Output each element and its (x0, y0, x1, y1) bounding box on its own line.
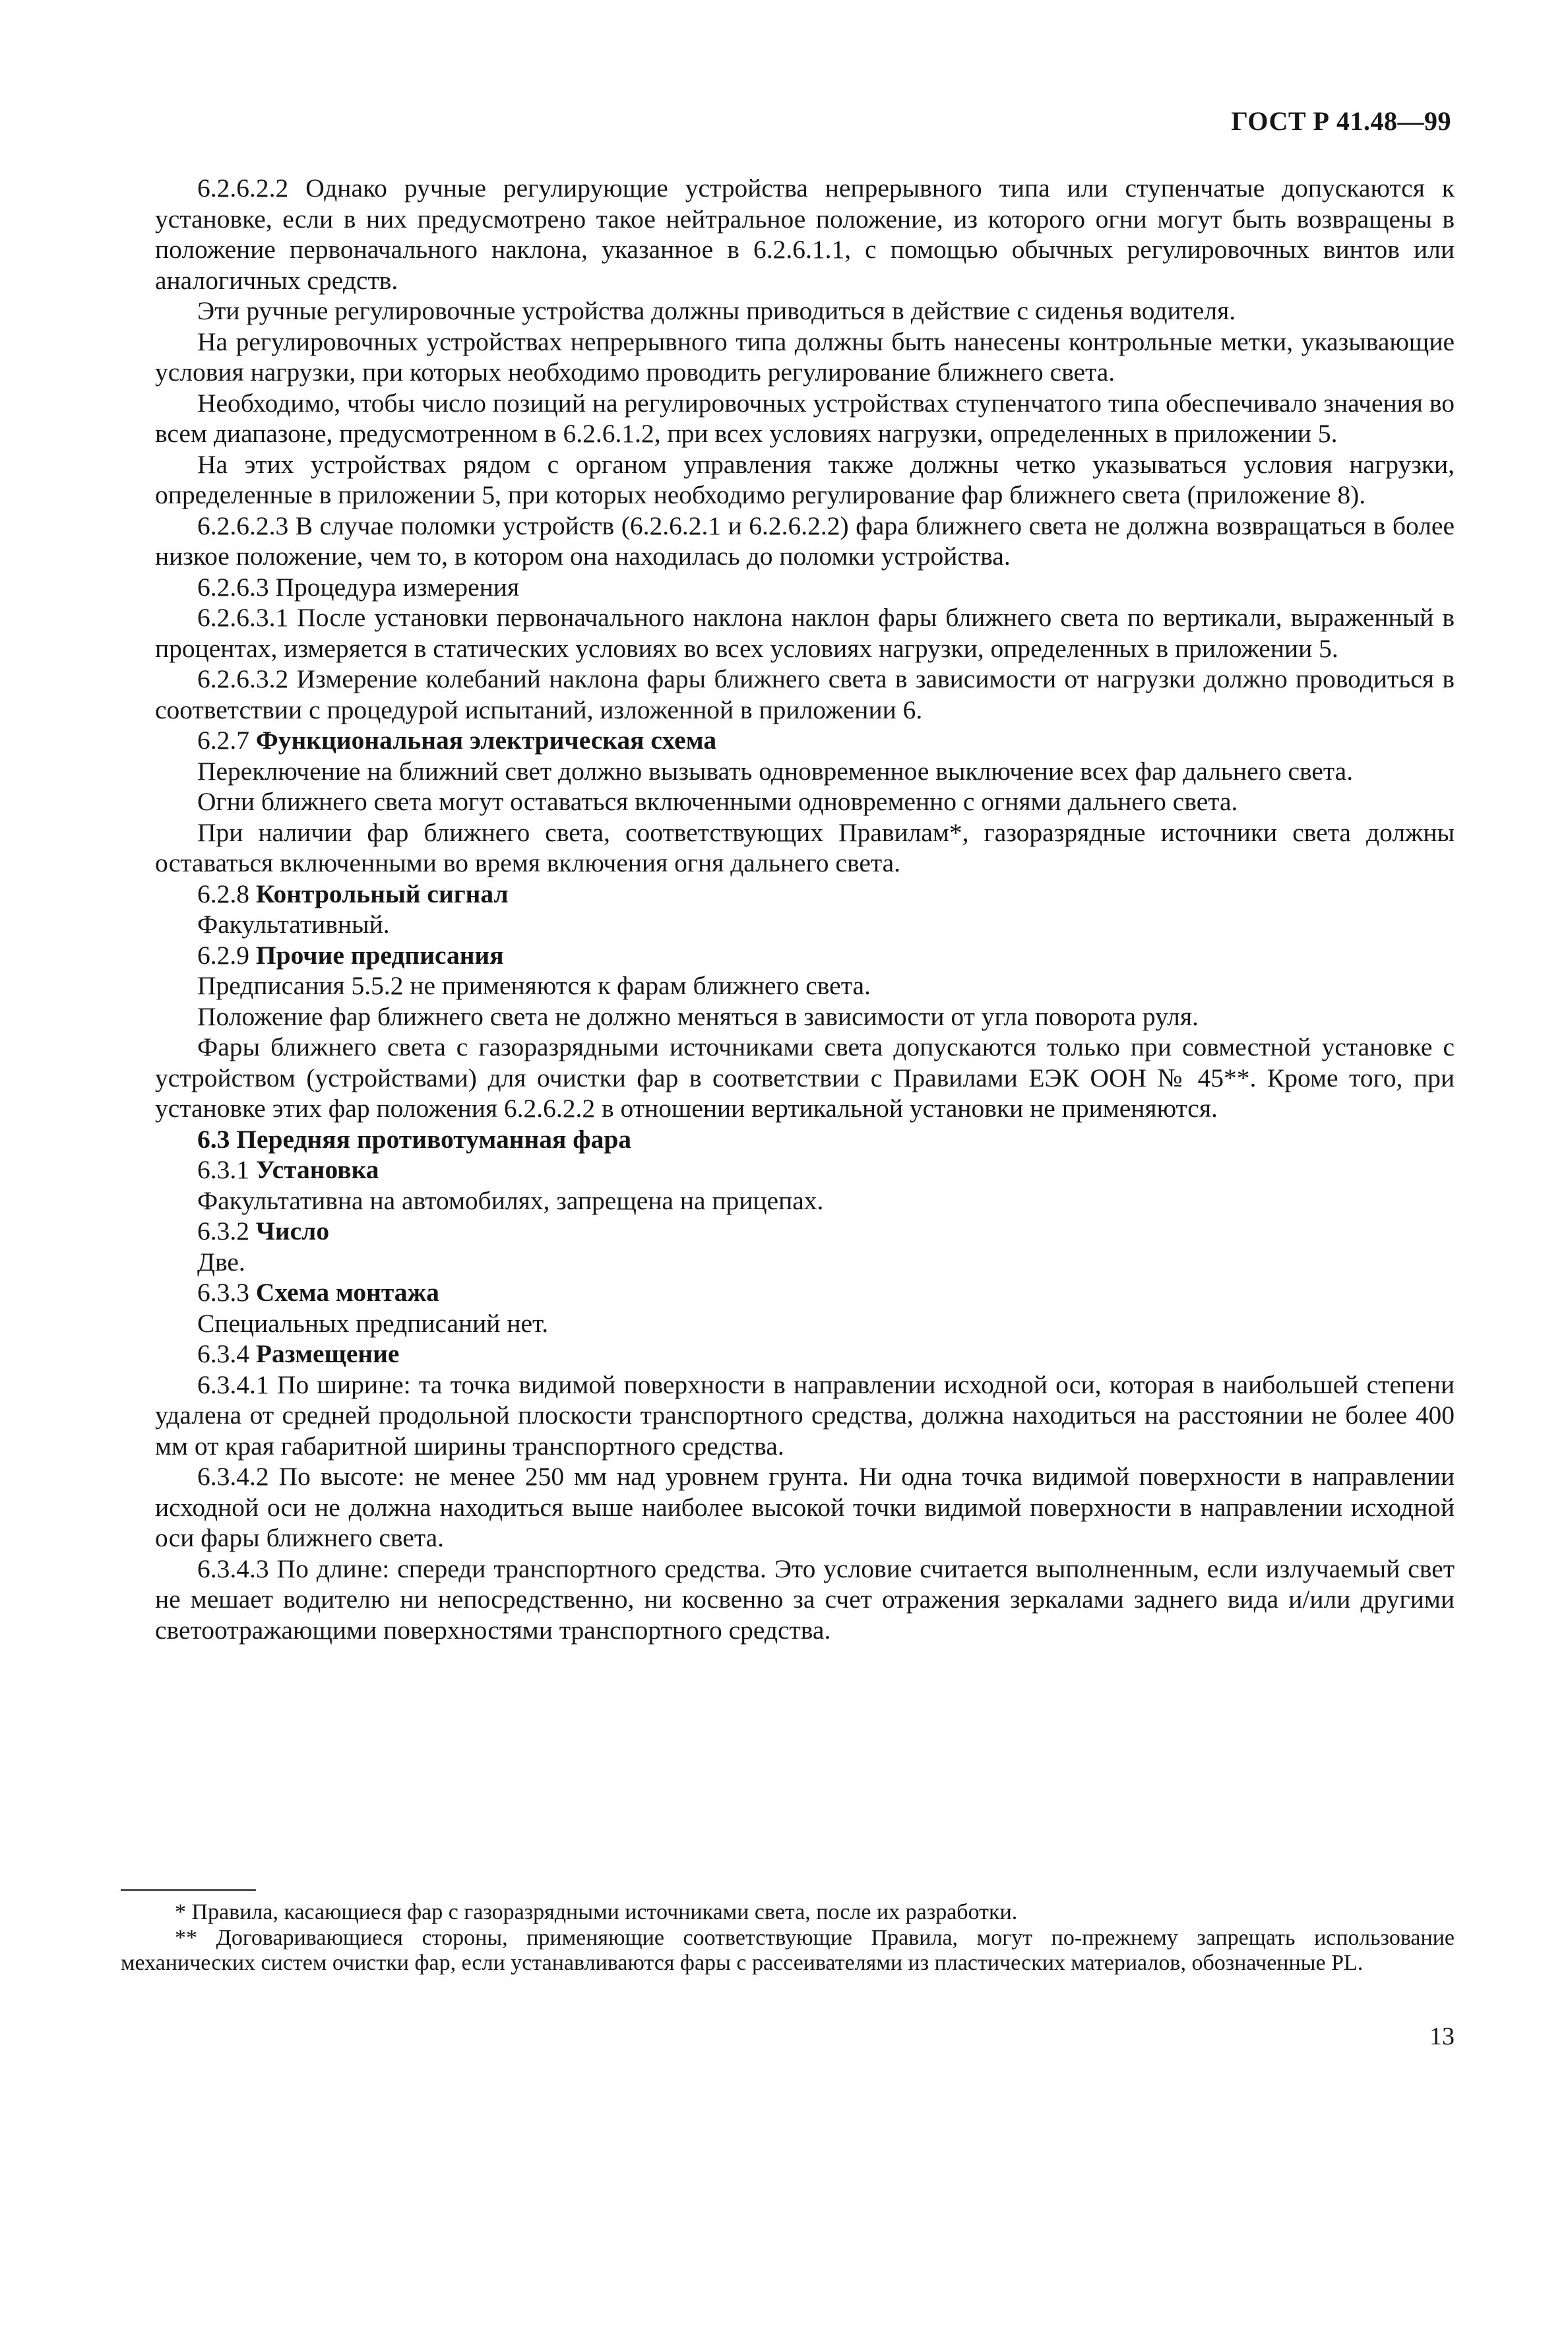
heading-title: Размещение (255, 1339, 400, 1368)
section-heading (155, 1154, 1455, 1185)
section-heading (155, 1216, 1455, 1247)
section-heading (155, 1339, 1455, 1370)
section-heading (155, 1277, 1455, 1308)
paragraph: 6.2.6.3 Процедура измерения (197, 572, 520, 602)
section-heading: 6.3 Передняя противотуманная фара (197, 1124, 632, 1154)
paragraph: Две. (197, 1247, 245, 1277)
paragraph: Предписания 5.5.2 не применяются к фарам ближнего света. (197, 971, 871, 1000)
paragraph: Факультативный. (197, 910, 390, 939)
heading-title: Контрольный сигнал (255, 879, 509, 908)
clause-number: 6.2.6.3 (197, 572, 269, 602)
clause-number: 6.3.1 (197, 1155, 249, 1184)
paragraph: 6.3.4.2 По высоте: не менее 250 мм над уровнем грунта. Ни одна точка видимой поверхности в направлении исходной оси не должна находиться выше наиболее высокой точки видимой поверхности в направлении исходной оси фары ближнего света. (155, 1462, 1455, 1552)
footnote: * Правила, касающиеся фар с газоразрядными источниками света, после их разработки. (175, 1900, 1018, 1924)
clause-number: 6.3.4.2 (197, 1462, 269, 1491)
clause-number: 6.2.7 (197, 726, 249, 755)
footnote: ** Договаривающиеся стороны, применяющие соответствующие Правила, могут по-прежнему запрещать использование механических систем очистки фар, если устанавливаются фары с рассеивателями из пластических материалов, обозначенные PL. (121, 1925, 1455, 1975)
paragraph: 6.3.4.1 По ширине: та точка видимой поверхности в направлении исходной оси, которая в наибольшей степени удалена от средней продольной плоскости транспортного средства, должна находиться на расстоянии не более 400 мм от края габаритной ширины транспортного средства. (155, 1370, 1455, 1461)
paragraph: 6.2.6.2.3 В случае поломки устройств (6.2.6.2.1 и 6.2.6.2.2) фара ближнего света не должна возвращаться в более низкое положение, чем то, в котором она находилась до поломки устройства. (155, 511, 1455, 571)
paragraph: 6.2.6.3.2 Измерение колебаний наклона фары ближнего света в зависимости от нагрузки должно проводиться в соответствии с процедурой испытаний, изложенной в приложении 6. (155, 664, 1455, 724)
section-heading (155, 940, 1455, 971)
clause-number: 6.3.4 (197, 1339, 249, 1368)
paragraph: Огни ближнего света могут оставаться включенными одновременно с огнями дальнего света. (197, 787, 1238, 816)
heading-title: Прочие предписания (255, 940, 504, 970)
paragraph: 6.3.4.3 По длине: спереди транспортного средства. Это условие считается выполненным, если излучаемый свет не мешает водителю ни непосредственно, ни косвенно за счет отражения зеркалами заднего вида и/или другими светоотражающими поверхностями транспортного средства. (155, 1554, 1455, 1645)
clause-number: 6.2.6.2.3 (197, 511, 289, 540)
clause-number: 6.2.9 (197, 940, 249, 970)
paragraph: Факультативна на автомобилях, запрещена на прицепах. (197, 1185, 824, 1215)
paragraph: Необходимо, чтобы число позиций на регулировочных устройствах ступенчатого типа обеспечивало значения во всем диапазоне, предусмотренном в 6.2.6.1.2, при всех условиях нагрузки, определенных в приложении 5. (155, 388, 1455, 448)
paragraph: На этих устройствах рядом с органом управления также должны четко указываться условия нагрузки, определенные в приложении 5, при которых необходимо регулирование фар ближнего света (приложение 8). (155, 449, 1455, 509)
heading-title: Установка (255, 1155, 379, 1184)
heading-title: Схема монтажа (255, 1278, 439, 1307)
clause-number: 6.3.4.3 (197, 1554, 269, 1583)
section-heading (155, 879, 1455, 910)
document-body (155, 173, 1455, 1645)
paragraph: Специальных предписаний нет. (197, 1308, 549, 1338)
clause-number: 6.2.8 (197, 879, 249, 908)
paragraph: 6.2.6.2.2 Однако ручные регулирующие устройства непрерывного типа или ступенчатые допускаются к установке, если в них предусмотрено такое нейтральное положение, из которого огни могут быть возвращены в положение первоначального наклона, указанное в 6.2.6.1.1, с помощью обычных регулировочных винтов или аналогичных средств. (155, 173, 1455, 295)
clause-number: 6.2.6.3.1 (197, 603, 289, 632)
footnotes (121, 1900, 1455, 1976)
paragraph: Положение фар ближнего света не должно меняться в зависимости от угла поворота руля. (197, 1001, 1199, 1031)
clause-number: 6.3.3 (197, 1278, 249, 1307)
page-number: 13 (1429, 2023, 1455, 2050)
paragraph: Переключение на ближний свет должно вызывать одновременное выключение всех фар дальнего света. (197, 756, 1354, 786)
paragraph: Фары ближнего света с газоразрядными источниками света допускаются только при совместной установке с устройством (устройствами) для очистки фар в соответствии с Правилами ЕЭК ООН № 45**. Кроме того, при установке этих фар положения 6.2.6.2.2 в отношении вертикальной установки не применяются. (155, 1032, 1455, 1123)
paragraph: На регулировочных устройствах непрерывного типа должны быть нанесены контрольные метки, указывающие условия нагрузки, при которых необходимо проводить регулирование ближнего света. (155, 327, 1455, 387)
clause-number: 6.2.6.3.2 (197, 664, 289, 693)
clause-number: 6.3.2 (197, 1216, 249, 1246)
clause-number: 6.3.4.1 (197, 1370, 269, 1399)
heading-title: Функциональная электрическая схема (255, 726, 717, 755)
paragraph: При наличии фар ближнего света, соответствующих Правилам*, газоразрядные источники света должны оставаться включенными во время включения огня дальнего света. (155, 817, 1455, 877)
document-header: ГОСТ Р 41.48—99 (1231, 106, 1451, 136)
footnote-divider (121, 1889, 256, 1891)
section-heading (155, 725, 1455, 756)
heading-title: Число (255, 1216, 330, 1246)
paragraph: 6.2.6.3.1 После установки первоначального наклона наклон фары ближнего света по вертикали, выраженный в процентах, измеряется в статических условиях во всех условиях нагрузки, определенных в приложении 5. (155, 603, 1455, 663)
clause-number: 6.2.6.2.2 (197, 173, 289, 203)
paragraph: Эти ручные регулировочные устройства должны приводиться в действие с сиденья водителя. (197, 296, 1236, 325)
